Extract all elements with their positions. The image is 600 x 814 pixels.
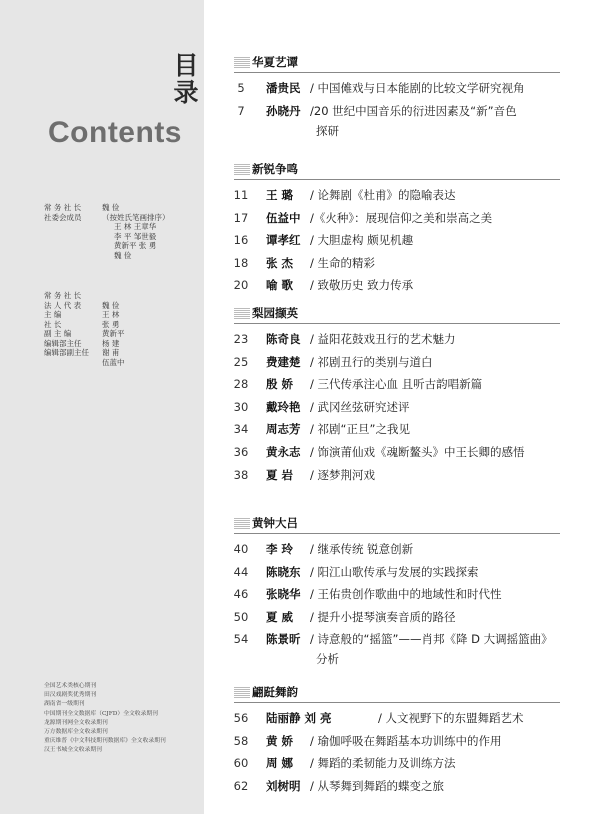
masthead-names: 黄新平 张 勇 xyxy=(114,241,157,250)
toc-entry[interactable] xyxy=(226,562,586,582)
masthead-role: 主 编 xyxy=(44,310,62,319)
toc-entry[interactable] xyxy=(226,629,586,667)
author: 殷 娇 xyxy=(266,377,294,392)
author: 陆丽静 刘 亮 xyxy=(266,711,332,725)
page-number: 54 xyxy=(233,632,249,647)
author: 张 杰 xyxy=(266,255,294,270)
author: 戴玲艳 xyxy=(266,399,301,414)
toc-entry[interactable] xyxy=(226,374,586,394)
section-title: 梨园撷英 xyxy=(252,306,298,320)
page-number: 44 xyxy=(233,564,249,579)
masthead-role: 法 人 代 表 xyxy=(44,300,82,310)
author: 陈景昕 xyxy=(266,632,301,647)
masthead-row xyxy=(44,320,204,330)
page-number: 38 xyxy=(233,467,249,482)
masthead-names: 王 林 王章华 xyxy=(114,222,157,231)
masthead-row xyxy=(44,291,204,301)
section-header xyxy=(234,515,560,534)
section-title: 翩跹舞韵 xyxy=(252,685,298,699)
indexing-item: 田汉戏剧奖优秀期刊 xyxy=(44,692,97,699)
author: 黄 娇 xyxy=(266,733,294,748)
article-title: / 生命的精彩 xyxy=(310,255,376,270)
section-marker-icon xyxy=(234,163,250,175)
article-title: / 阳江山歌传承与发展的实践探索 xyxy=(310,564,479,579)
page-number: 7 xyxy=(237,103,245,118)
article-title: / 祁剧丑行的类别与道白 xyxy=(310,354,433,369)
toc-entry[interactable] xyxy=(226,185,586,205)
author: 谭孝红 xyxy=(266,233,301,248)
article-title: / 致敬历史 致力传承 xyxy=(310,278,414,293)
page-title-chinese: 目录 xyxy=(173,51,199,107)
masthead-role: 社 长 xyxy=(44,319,62,329)
toc-entry[interactable] xyxy=(226,352,586,372)
author: 刘树明 xyxy=(266,778,301,793)
article-title: / 诗意般的“摇篮”——肖邦《降 D 大调摇篮曲》 xyxy=(310,632,553,647)
section-marker-icon xyxy=(234,307,250,319)
masthead-row xyxy=(44,213,204,223)
page-number: 16 xyxy=(233,233,249,248)
author: 伍益中 xyxy=(266,210,301,225)
page-number: 56 xyxy=(233,711,249,725)
page-number: 18 xyxy=(233,255,249,270)
article-title: / 舞蹈的柔韧能力及训练方法 xyxy=(310,756,456,771)
toc-entry[interactable] xyxy=(226,101,586,138)
article-title-continued: 分析 xyxy=(316,652,339,667)
indexing-item: 重庆维普《中文科技期刊数据库》全文收录期刊 xyxy=(44,738,166,745)
section-title: 新锐争鸣 xyxy=(252,162,298,176)
article-title: / 提升小提琴演奏音质的路径 xyxy=(310,609,456,624)
masthead-row xyxy=(44,251,204,261)
masthead-names: 张 勇 xyxy=(102,319,120,329)
article-title: / 逐梦荆河戏 xyxy=(310,467,376,482)
page-number: 11 xyxy=(233,188,249,202)
author: 周 娜 xyxy=(266,756,294,771)
masthead-row xyxy=(44,348,204,358)
toc-entry[interactable] xyxy=(226,78,586,98)
masthead-row xyxy=(44,203,204,213)
article-title: / 祁剧“正旦”之我见 xyxy=(310,422,410,437)
indexing-item: 汉王书城全文收录期刊 xyxy=(44,747,102,754)
article-title: / 武冈丝弦研究述评 xyxy=(310,399,410,414)
toc-entry[interactable] xyxy=(226,397,586,417)
section-header xyxy=(234,54,560,73)
toc-entry[interactable] xyxy=(226,275,586,295)
masthead-editorial-staff xyxy=(44,291,204,367)
author: 孙晓丹 xyxy=(266,103,301,118)
author: 周志芳 xyxy=(266,422,301,437)
page-number: 60 xyxy=(233,756,249,771)
indexing-item: 中国期刊全文数据库（CJFD）全文收录期刊 xyxy=(44,710,158,717)
author: 王 璐 xyxy=(266,188,294,202)
article-title: / 大胆虚构 颇见机趣 xyxy=(310,233,414,248)
indexing-item: 全国艺术类核心期刊 xyxy=(44,683,97,689)
section-marker-icon xyxy=(234,517,250,529)
toc-entry[interactable] xyxy=(226,465,586,485)
author: 潘贵民 xyxy=(266,81,301,95)
page-number: 34 xyxy=(233,422,249,437)
masthead-row xyxy=(44,310,204,320)
article-title: / 益阳花鼓戏丑行的艺术魅力 xyxy=(310,332,456,346)
masthead-editorial-board xyxy=(44,203,204,260)
section-header xyxy=(234,684,560,703)
indexing-item: 龙源期刊网全文收录期刊 xyxy=(44,719,108,726)
masthead-row xyxy=(44,241,204,251)
section-title: 黄钟大吕 xyxy=(252,516,298,530)
masthead-row xyxy=(44,222,204,232)
page-number: 46 xyxy=(233,587,249,602)
page-number: 30 xyxy=(233,399,249,414)
author: 夏 威 xyxy=(266,609,294,624)
toc-entry[interactable] xyxy=(226,442,586,462)
article-title: / 继承传统 锐意创新 xyxy=(310,542,414,556)
page-number: 62 xyxy=(233,778,249,793)
page-number: 40 xyxy=(233,542,249,556)
indexing-list xyxy=(44,682,204,756)
masthead-names: 杨 建 xyxy=(102,338,120,348)
article-title: / 瑜伽呼吸在舞蹈基本功训练中的作用 xyxy=(310,733,502,748)
page-number: 28 xyxy=(233,377,249,392)
toc-entry[interactable] xyxy=(226,731,586,751)
article-title: / 三代传承注心血 且听古韵唱新篇 xyxy=(310,377,483,392)
masthead-names: （按姓氏笔画排序） xyxy=(102,212,170,222)
masthead-role: 常 务 社 长 xyxy=(44,203,82,212)
section-title: 华夏艺谭 xyxy=(252,55,298,69)
page-number: 25 xyxy=(233,354,249,369)
page-number: 5 xyxy=(237,81,245,95)
masthead-row xyxy=(44,232,204,242)
author: 黄永志 xyxy=(266,445,301,459)
toc-entry[interactable] xyxy=(226,753,586,773)
article-title: / 人文视野下的东盟舞蹈艺术 xyxy=(378,711,524,725)
masthead-names: 王 林 xyxy=(102,310,120,319)
masthead-role: 编辑部主任 xyxy=(44,338,82,348)
masthead-names: 魏 俭 xyxy=(114,250,132,260)
masthead-row xyxy=(44,329,204,339)
author: 陈晓东 xyxy=(266,564,301,579)
article-title: / 从琴舞到舞蹈的蝶变之旅 xyxy=(310,778,445,793)
page-number: 36 xyxy=(233,445,249,459)
article-title: / 王佑贵创作歌曲中的地域性和时代性 xyxy=(310,587,502,602)
page-number: 20 xyxy=(233,278,249,293)
masthead-row xyxy=(44,358,204,368)
masthead-role: 副 主 编 xyxy=(44,329,72,338)
author: 陈奇良 xyxy=(266,332,301,346)
author: 张晓华 xyxy=(266,587,301,602)
article-title: /《火种》：展现信仰之美和崇高之美 xyxy=(310,210,493,225)
masthead-role: 社委会成员 xyxy=(44,212,82,222)
article-title: / 论舞剧《杜甫》的隐喻表达 xyxy=(310,188,456,202)
author: 费建楚 xyxy=(266,354,301,369)
article-title-continued: 探研 xyxy=(316,123,339,138)
indexing-item: 湖南省一级期刊 xyxy=(44,701,85,708)
page-number: 17 xyxy=(233,210,249,225)
toc-entry[interactable] xyxy=(226,708,586,728)
toc-entry[interactable] xyxy=(226,539,586,559)
masthead-names: 黄新平 xyxy=(102,329,125,338)
section-marker-icon xyxy=(234,56,250,68)
article-title: / 中国傩戏与日本能剧的比较文学研究视角 xyxy=(310,81,525,95)
section-header xyxy=(234,161,560,180)
toc-entry[interactable] xyxy=(226,329,586,349)
section-header xyxy=(234,305,560,324)
page-number: 23 xyxy=(233,332,249,346)
section-marker-icon xyxy=(234,686,250,698)
page-title-english: Contents xyxy=(48,116,182,149)
indexing-item: 万方数据库全文收录期刊 xyxy=(44,729,108,736)
toc-entry[interactable] xyxy=(226,208,586,228)
masthead-names: 魏 俭 xyxy=(102,203,120,212)
masthead-names: 谢 甫 xyxy=(102,348,120,357)
masthead-names: 魏 俭 xyxy=(102,300,120,310)
article-title: / 饰演莆仙戏《魂断鳌头》中王长卿的感悟 xyxy=(310,445,525,459)
toc-entry[interactable] xyxy=(226,607,586,627)
masthead-row xyxy=(44,301,204,311)
masthead-role: 常 务 社 长 xyxy=(44,291,82,300)
masthead-row xyxy=(44,339,204,349)
masthead-names: 李 平 邹世毅 xyxy=(114,231,157,241)
article-title: /20 世纪中国音乐的衍进因素及“新”音色 xyxy=(310,103,517,118)
author: 喻 歌 xyxy=(266,278,294,293)
toc-entry[interactable] xyxy=(226,584,586,604)
author: 李 玲 xyxy=(266,542,294,556)
page-number: 50 xyxy=(233,609,249,624)
page-number: 58 xyxy=(233,733,249,748)
toc-entry[interactable] xyxy=(226,419,586,439)
toc-entry[interactable] xyxy=(226,253,586,273)
toc-entry[interactable] xyxy=(226,776,586,796)
toc-entry[interactable] xyxy=(226,230,586,250)
masthead-role: 编辑部副主任 xyxy=(44,348,89,357)
masthead-names: 伍蓝中 xyxy=(102,357,125,367)
author: 夏 岩 xyxy=(266,467,294,482)
